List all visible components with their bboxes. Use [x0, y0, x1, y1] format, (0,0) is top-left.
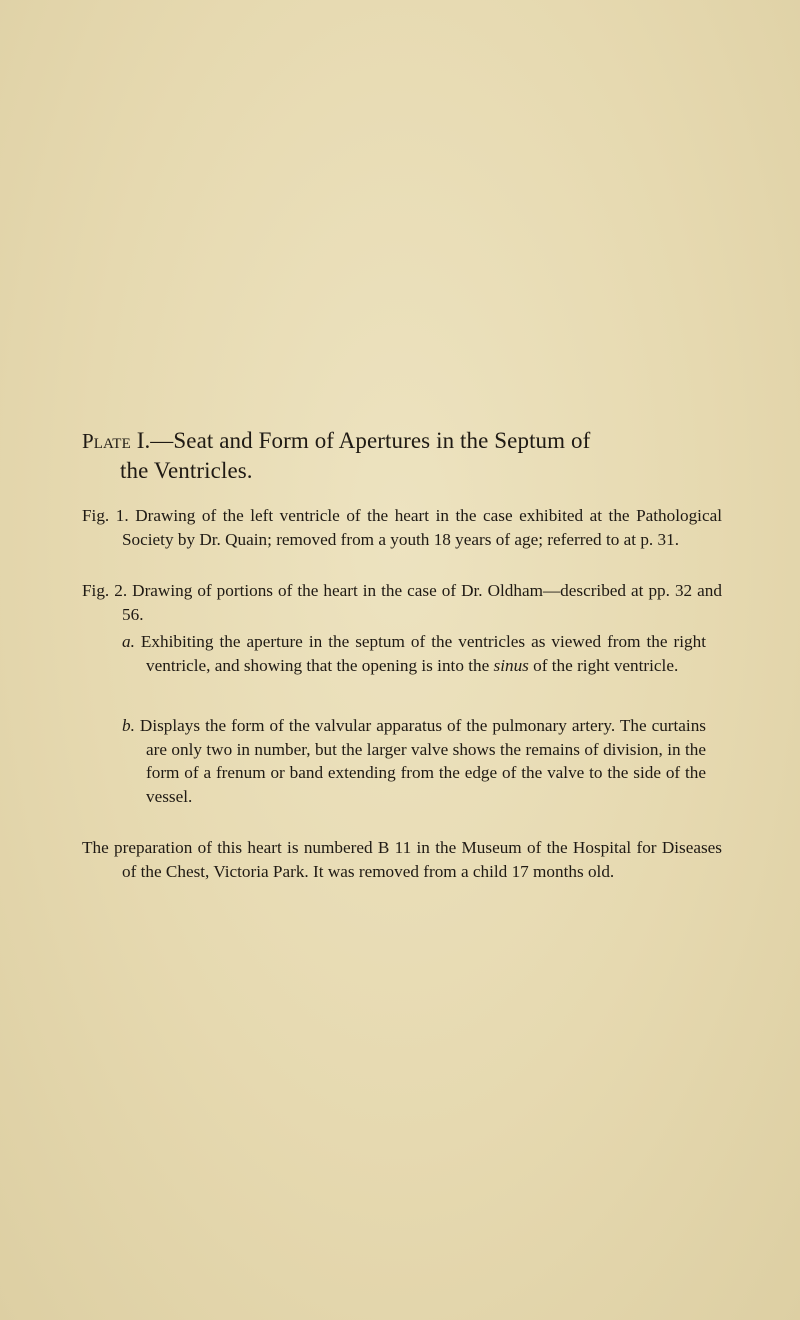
fig1-entry — [82, 504, 722, 551]
fig2-label: Fig. 2. — [82, 581, 128, 600]
fig2-entry — [82, 579, 722, 626]
fig2a-label: a. — [122, 632, 135, 651]
fig2a-italic: sinus — [493, 655, 529, 675]
fig2-text: Drawing of portions of the heart in the case of Dr. Oldham—described at pp. 32 and 56. — [122, 581, 722, 624]
plate-word: Plate — [82, 429, 131, 453]
fig2a-text-before: Exhibiting the aperture in the septum of the ventricles as viewed from the right ventricle, and showing that the opening is into the — [134, 632, 706, 675]
plate-title-line1: I.—Seat and Form of Apertures in the Septum of — [130, 428, 591, 453]
preparation-note — [82, 836, 722, 883]
fig2b-label: b. — [122, 716, 135, 735]
fig2a-text-after: of the right ventricle. — [528, 655, 679, 675]
fig1-text: Drawing of the left ventricle of the heart in the case exhibited at the Pathological Society by Dr. Quain; removed from a youth 18 years of age; referred to at p. 31. — [122, 506, 722, 549]
plate-title — [82, 426, 722, 485]
plate-title-line2: the Ventricles. — [120, 458, 253, 483]
preparation-note-text: The preparation of this heart is numbered B 11 in the Museum of the Hospital for Diseases of the Chest, Victoria Park. It was removed from a child 17 months old. — [82, 838, 722, 881]
fig2b-text: Displays the form of the valvular apparatus of the pulmonary artery. The curtains are only two in number, but the larger valve shows the remains of division, in the form of a frenum or band extending from the edge of the valve to the side of the vessel. — [134, 716, 706, 806]
fig1-label: Fig. 1. — [82, 506, 129, 525]
fig2b-entry — [122, 714, 706, 808]
fig2a-entry — [122, 630, 706, 677]
